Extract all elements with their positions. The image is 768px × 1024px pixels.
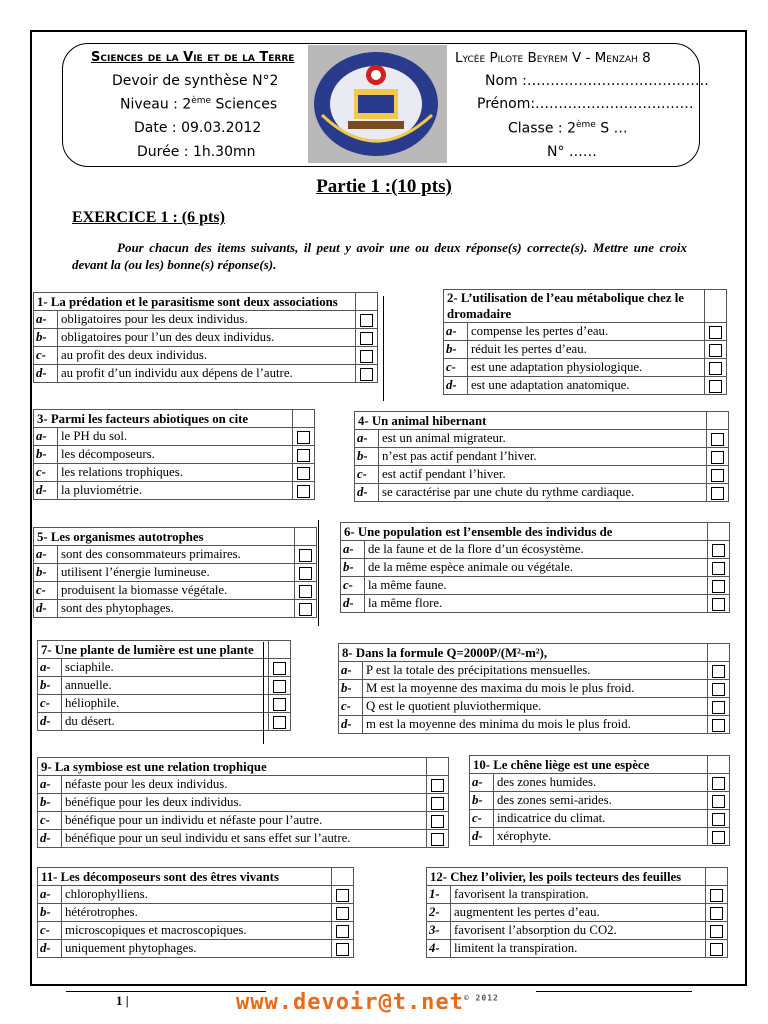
answer-letter: d- <box>38 713 62 731</box>
question-title: 8- Dans la formule Q=2000P/(M²-m²), <box>339 644 708 662</box>
answer-row <box>38 776 449 794</box>
question-11 <box>37 867 354 958</box>
answer-text: est actif pendant l’hiver. <box>379 466 707 484</box>
header-empty-cell <box>705 290 727 323</box>
answer-letter: c- <box>38 812 62 830</box>
answer-text: se caractérise par une chute du rythme cardiaque. <box>379 484 707 502</box>
answer-checkbox-cell <box>708 716 730 734</box>
number-field: N° …… <box>547 144 597 160</box>
answer-text: bénéfique pour un seul individu et sans effet sur l’autre. <box>62 830 427 848</box>
answer-letter: d- <box>34 600 58 618</box>
answer-letter: 4- <box>427 940 451 958</box>
answer-checkbox-cell <box>707 448 729 466</box>
question-title: 2- L’utilisation de l’eau métabolique chez le dromadaire <box>444 290 705 323</box>
answer-letter: c- <box>34 464 58 482</box>
answer-checkbox-cell <box>706 886 728 904</box>
answer-row <box>38 695 291 713</box>
answer-checkbox[interactable] <box>297 431 310 444</box>
answer-letter: c- <box>38 695 62 713</box>
answer-checkbox-cell <box>295 582 317 600</box>
answer-text: est un animal migrateur. <box>379 430 707 448</box>
answer-text: augmentent les pertes d’eau. <box>451 904 706 922</box>
answer-text: le PH du sol. <box>58 428 293 446</box>
level: Niveau : 2ème Sciences <box>120 96 278 113</box>
exam-title: Devoir de synthèse N°2 <box>112 73 279 89</box>
school-logo <box>308 45 447 163</box>
answer-text: les décomposeurs. <box>58 446 293 464</box>
answer-row <box>444 377 727 395</box>
question-4 <box>354 411 729 502</box>
page-number: 1 | <box>116 993 129 1008</box>
answer-text: des zones humides. <box>494 774 708 792</box>
answer-row <box>38 922 354 940</box>
answer-text: est une adaptation anatomique. <box>468 377 705 395</box>
answer-checkbox[interactable] <box>297 485 310 498</box>
answer-row <box>34 365 378 383</box>
answer-text: M est la moyenne des maxima du mois le plus froid. <box>363 680 708 698</box>
answer-letter: b- <box>38 794 62 812</box>
answer-checkbox[interactable] <box>712 719 725 732</box>
answer-checkbox[interactable] <box>712 777 725 790</box>
answer-row <box>34 546 317 564</box>
question-title: 6- Une population est l’ensemble des individus de <box>341 523 708 541</box>
question-1 <box>33 292 378 383</box>
answer-checkbox[interactable] <box>711 469 724 482</box>
answer-letter: c- <box>341 577 365 595</box>
answer-text: compense les pertes d’eau. <box>468 323 705 341</box>
answer-row <box>339 662 730 680</box>
answer-checkbox-cell <box>708 662 730 680</box>
header-empty-cell <box>269 641 291 659</box>
answer-checkbox[interactable] <box>273 698 286 711</box>
answer-checkbox-cell <box>705 341 727 359</box>
answer-text: m est la moyenne des minima du mois le plus froid. <box>363 716 708 734</box>
answer-text: uniquement phytophages. <box>62 940 332 958</box>
answer-text: favorisent l’absorption du CO2. <box>451 922 706 940</box>
answer-letter: c- <box>34 347 58 365</box>
answer-row <box>341 595 730 613</box>
class-field: Classe : 2ème S … <box>508 120 628 137</box>
answer-letter: b- <box>34 446 58 464</box>
header-empty-cell <box>707 412 729 430</box>
answer-checkbox-cell <box>269 659 291 677</box>
answer-letter: d- <box>34 365 58 383</box>
answer-checkbox-cell <box>295 546 317 564</box>
answer-checkbox-cell <box>705 359 727 377</box>
answer-letter: a- <box>355 430 379 448</box>
answer-row <box>38 659 291 677</box>
answer-checkbox[interactable] <box>431 833 444 846</box>
question-12 <box>426 867 728 958</box>
question-title: 1- La prédation et le parasitisme sont deux associations <box>34 293 356 311</box>
answer-letter: 3- <box>427 922 451 940</box>
answer-checkbox[interactable] <box>431 815 444 828</box>
answer-row <box>427 922 728 940</box>
answer-checkbox-cell <box>427 794 449 812</box>
answer-checkbox[interactable] <box>297 449 310 462</box>
question-6 <box>340 522 730 613</box>
answer-letter: 1- <box>427 886 451 904</box>
watermark: www.devoir@t.net$^{© 2012}$ <box>236 990 499 1015</box>
answer-checkbox-cell <box>706 922 728 940</box>
answer-checkbox-cell <box>295 564 317 582</box>
answer-checkbox[interactable] <box>712 580 725 593</box>
answer-checkbox[interactable] <box>336 907 349 920</box>
answer-row <box>34 428 315 446</box>
answer-checkbox[interactable] <box>712 795 725 808</box>
answer-row <box>339 680 730 698</box>
answer-checkbox-cell <box>708 792 730 810</box>
answer-letter: b- <box>34 564 58 582</box>
question-title: 3- Parmi les facteurs abiotiques on cite <box>34 410 293 428</box>
question-2 <box>443 289 727 395</box>
answer-text: obligatoires pour l’un des deux individus. <box>58 329 356 347</box>
answer-letter: b- <box>38 677 62 695</box>
answer-row <box>38 830 449 848</box>
header-empty-cell <box>427 758 449 776</box>
answer-checkbox-cell <box>293 428 315 446</box>
answer-letter: d- <box>339 716 363 734</box>
question-title: 5- Les organismes autotrophes <box>34 528 295 546</box>
answer-checkbox-cell <box>707 430 729 448</box>
answer-letter: d- <box>34 482 58 500</box>
question-title: 12- Chez l’olivier, les poils tecteurs des feuilles <box>427 868 706 886</box>
answer-checkbox-cell <box>269 695 291 713</box>
answer-text: réduit les pertes d’eau. <box>468 341 705 359</box>
answer-checkbox[interactable] <box>712 665 725 678</box>
answer-text: P est la totale des précipitations mensuelles. <box>363 662 708 680</box>
header-empty-cell <box>708 644 730 662</box>
answer-row <box>34 482 315 500</box>
answer-text: Q est le quotient pluviothermique. <box>363 698 708 716</box>
answer-checkbox-cell <box>708 698 730 716</box>
exam-date: Date : 09.03.2012 <box>134 120 262 136</box>
answer-letter: a- <box>34 428 58 446</box>
answer-row <box>34 329 378 347</box>
answer-checkbox-cell <box>708 595 730 613</box>
answer-checkbox[interactable] <box>711 433 724 446</box>
answer-row <box>444 341 727 359</box>
answer-text: limitent la transpiration. <box>451 940 706 958</box>
answer-checkbox[interactable] <box>711 487 724 500</box>
answer-checkbox[interactable] <box>297 467 310 480</box>
answer-row <box>470 774 730 792</box>
answer-checkbox-cell <box>708 541 730 559</box>
answer-text: de la faune et de la flore d’un écosystème. <box>365 541 708 559</box>
answer-checkbox-cell <box>293 482 315 500</box>
answer-text: utilisent l’énergie lumineuse. <box>58 564 295 582</box>
answer-checkbox-cell <box>356 311 378 329</box>
header-empty-cell <box>293 410 315 428</box>
answer-row <box>355 466 729 484</box>
answer-checkbox-cell <box>356 347 378 365</box>
answer-row <box>341 559 730 577</box>
answer-checkbox-cell <box>705 377 727 395</box>
answer-text: la même flore. <box>365 595 708 613</box>
answer-checkbox-cell <box>293 464 315 482</box>
answer-checkbox-cell <box>427 812 449 830</box>
answer-checkbox-cell <box>295 600 317 618</box>
answer-checkbox-cell <box>708 810 730 828</box>
answer-checkbox[interactable] <box>711 451 724 464</box>
answer-row <box>34 446 315 464</box>
answer-text: indicatrice du climat. <box>494 810 708 828</box>
answer-checkbox-cell <box>708 828 730 846</box>
answer-checkbox[interactable] <box>360 368 373 381</box>
question-10 <box>469 755 730 846</box>
answer-text: hétérotrophes. <box>62 904 332 922</box>
answer-row <box>34 311 378 329</box>
exercise-title: EXERCICE 1 : (6 pts) <box>72 209 225 226</box>
answer-letter: c- <box>34 582 58 600</box>
answer-row <box>38 677 291 695</box>
surname-field: Prénom:……………………….…… <box>477 96 694 112</box>
answer-row <box>355 430 729 448</box>
answer-checkbox-cell <box>356 329 378 347</box>
answer-row <box>34 600 317 618</box>
answer-text: néfaste pour les deux individus. <box>62 776 427 794</box>
part-title: Partie 1 :(10 pts) <box>316 176 452 197</box>
answer-letter: a- <box>470 774 494 792</box>
answer-row <box>38 812 449 830</box>
answer-row <box>38 713 291 731</box>
answer-checkbox[interactable] <box>299 549 312 562</box>
answer-text: la pluviométrie. <box>58 482 293 500</box>
answer-checkbox-cell <box>705 323 727 341</box>
answer-letter: d- <box>38 940 62 958</box>
answer-checkbox[interactable] <box>712 598 725 611</box>
answer-text: est une adaptation physiologique. <box>468 359 705 377</box>
answer-text: du désert. <box>62 713 269 731</box>
answer-checkbox[interactable] <box>710 925 723 938</box>
answer-checkbox[interactable] <box>336 925 349 938</box>
answer-row <box>341 541 730 559</box>
answer-row <box>341 577 730 595</box>
answer-letter: d- <box>355 484 379 502</box>
answer-text: des zones semi-arides. <box>494 792 708 810</box>
answer-row <box>38 794 449 812</box>
answer-row <box>38 904 354 922</box>
answer-text: n’est pas actif pendant l’hiver. <box>379 448 707 466</box>
answer-letter: a- <box>341 541 365 559</box>
answer-letter: d- <box>38 830 62 848</box>
answer-checkbox-cell <box>708 774 730 792</box>
answer-checkbox[interactable] <box>273 680 286 693</box>
name-field: Nom :………………………………… <box>485 73 709 89</box>
answer-letter: d- <box>470 828 494 846</box>
answer-checkbox[interactable] <box>336 889 349 902</box>
answer-letter: b- <box>339 680 363 698</box>
answer-text: obligatoires pour les deux individus. <box>58 311 356 329</box>
answer-row <box>355 448 729 466</box>
answer-letter: b- <box>470 792 494 810</box>
question-8 <box>338 643 730 734</box>
header-empty-cell <box>706 868 728 886</box>
answer-letter: b- <box>34 329 58 347</box>
answer-text: héliophile. <box>62 695 269 713</box>
answer-checkbox[interactable] <box>712 831 725 844</box>
answer-letter: c- <box>444 359 468 377</box>
school-name: Lycée Pilote Beyrem V - Menzah 8 <box>455 50 651 66</box>
answer-checkbox[interactable] <box>360 314 373 327</box>
answer-text: xérophyte. <box>494 828 708 846</box>
answer-letter: a- <box>38 886 62 904</box>
header-empty-cell <box>295 528 317 546</box>
exam-duration: Durée : 1h.30mn <box>137 144 256 160</box>
answer-checkbox[interactable] <box>710 889 723 902</box>
footer-line-right <box>536 991 692 992</box>
answer-checkbox[interactable] <box>273 662 286 675</box>
answer-letter: c- <box>38 922 62 940</box>
answer-text: produisent la biomasse végétale. <box>58 582 295 600</box>
answer-text: favorisent la transpiration. <box>451 886 706 904</box>
answer-letter: d- <box>444 377 468 395</box>
answer-text: la même faune. <box>365 577 708 595</box>
answer-checkbox[interactable] <box>299 585 312 598</box>
answer-letter: c- <box>355 466 379 484</box>
answer-checkbox[interactable] <box>431 779 444 792</box>
answer-checkbox-cell <box>269 713 291 731</box>
question-title: 7- Une plante de lumière est une plante <box>38 641 269 659</box>
answer-checkbox-cell <box>707 466 729 484</box>
answer-checkbox-cell <box>427 776 449 794</box>
answer-row <box>34 464 315 482</box>
answer-letter: a- <box>38 776 62 794</box>
answer-checkbox-cell <box>332 904 354 922</box>
answer-checkbox-cell <box>356 365 378 383</box>
answer-text: microscopiques et macroscopiques. <box>62 922 332 940</box>
header-empty-cell <box>332 868 354 886</box>
subject-title: Sciences de la Vie et de la Terre <box>91 50 295 65</box>
answer-row <box>339 716 730 734</box>
answer-text: les relations trophiques. <box>58 464 293 482</box>
answer-checkbox[interactable] <box>710 907 723 920</box>
answer-checkbox-cell <box>269 677 291 695</box>
answer-letter: b- <box>444 341 468 359</box>
answer-checkbox-cell <box>708 559 730 577</box>
answer-row <box>470 792 730 810</box>
question-3 <box>33 409 315 500</box>
answer-checkbox[interactable] <box>336 943 349 956</box>
header-empty-cell <box>708 523 730 541</box>
answer-row <box>470 828 730 846</box>
question-title: 11- Les décomposeurs sont des êtres vivants <box>38 868 332 886</box>
answer-checkbox-cell <box>706 940 728 958</box>
question-9 <box>37 757 449 848</box>
answer-letter: a- <box>34 546 58 564</box>
answer-row <box>427 886 728 904</box>
answer-checkbox-cell <box>332 922 354 940</box>
answer-checkbox[interactable] <box>709 362 722 375</box>
answer-checkbox[interactable] <box>273 716 286 729</box>
answer-checkbox[interactable] <box>299 603 312 616</box>
question-title: 4- Un animal hibernant <box>355 412 707 430</box>
answer-checkbox[interactable] <box>710 943 723 956</box>
answer-letter: 2- <box>427 904 451 922</box>
answer-checkbox-cell <box>293 446 315 464</box>
answer-checkbox[interactable] <box>709 344 722 357</box>
answer-checkbox-cell <box>708 680 730 698</box>
answer-letter: a- <box>339 662 363 680</box>
answer-text: sont des consommateurs primaires. <box>58 546 295 564</box>
answer-row <box>470 810 730 828</box>
divider-line <box>263 642 264 744</box>
answer-checkbox[interactable] <box>712 562 725 575</box>
answer-row <box>339 698 730 716</box>
answer-letter: b- <box>38 904 62 922</box>
answer-text: bénéfique pour un individu et néfaste pour l’autre. <box>62 812 427 830</box>
answer-row <box>38 940 354 958</box>
answer-letter: a- <box>34 311 58 329</box>
answer-checkbox-cell <box>427 830 449 848</box>
answer-checkbox-cell <box>332 940 354 958</box>
answer-text: bénéfique pour les deux individus. <box>62 794 427 812</box>
question-title: 9- La symbiose est une relation trophique <box>38 758 427 776</box>
answer-checkbox-cell <box>706 904 728 922</box>
answer-row <box>427 904 728 922</box>
divider-line <box>318 520 319 626</box>
answer-row <box>34 582 317 600</box>
answer-checkbox[interactable] <box>709 380 722 393</box>
answer-text: annuelle. <box>62 677 269 695</box>
answer-checkbox-cell <box>707 484 729 502</box>
answer-row <box>444 323 727 341</box>
answer-text: au profit d’un individu aux dépens de l’autre. <box>58 365 356 383</box>
answer-checkbox[interactable] <box>709 326 722 339</box>
header-empty-cell <box>708 756 730 774</box>
answer-letter: c- <box>339 698 363 716</box>
answer-letter: d- <box>341 595 365 613</box>
answer-letter: c- <box>470 810 494 828</box>
answer-row <box>444 359 727 377</box>
header-empty-cell <box>356 293 378 311</box>
answer-text: sont des phytophages. <box>58 600 295 618</box>
divider-line <box>383 296 384 401</box>
answer-checkbox[interactable] <box>712 701 725 714</box>
answer-text: au profit des deux individus. <box>58 347 356 365</box>
answer-checkbox-cell <box>708 577 730 595</box>
answer-row <box>34 564 317 582</box>
answer-checkbox[interactable] <box>712 683 725 696</box>
answer-checkbox-cell <box>332 886 354 904</box>
question-title: 10- Le chêne liège est une espèce <box>470 756 708 774</box>
question-5 <box>33 527 317 618</box>
answer-checkbox[interactable] <box>299 567 312 580</box>
answer-checkbox[interactable] <box>712 813 725 826</box>
answer-text: sciaphile. <box>62 659 269 677</box>
answer-row <box>355 484 729 502</box>
answer-checkbox[interactable] <box>360 350 373 363</box>
answer-letter: a- <box>38 659 62 677</box>
answer-letter: a- <box>444 323 468 341</box>
answer-row <box>34 347 378 365</box>
answer-checkbox[interactable] <box>360 332 373 345</box>
answer-letter: b- <box>355 448 379 466</box>
answer-checkbox[interactable] <box>431 797 444 810</box>
answer-row <box>427 940 728 958</box>
question-7 <box>37 640 291 731</box>
answer-checkbox[interactable] <box>712 544 725 557</box>
answer-row <box>38 886 354 904</box>
answer-text: de la même espèce animale ou végétale. <box>365 559 708 577</box>
answer-letter: b- <box>341 559 365 577</box>
answer-text: chlorophylliens. <box>62 886 332 904</box>
instructions: Pour chacun des items suivants, il peut y avoir une ou deux réponse(s) correcte(s). Mettre une croix devant la (ou les) bonne(s) réponse(s). <box>72 240 687 272</box>
